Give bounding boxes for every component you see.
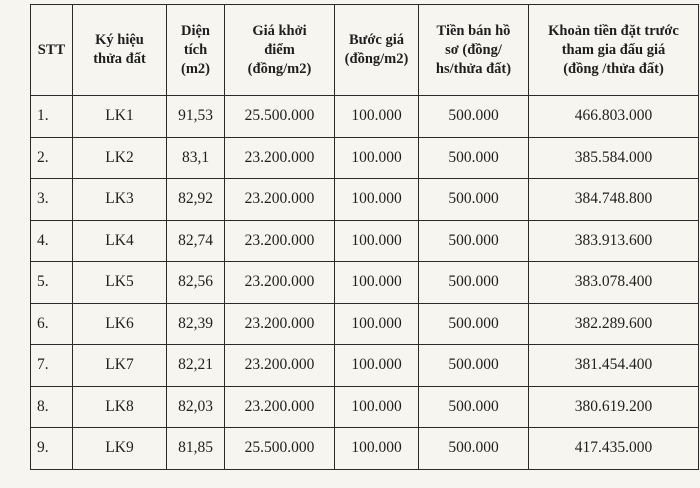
header-dossier-fee — [419, 5, 529, 96]
cell-area: 82,21 — [167, 345, 225, 387]
cell-starting-price: 25.500.000 — [225, 428, 335, 470]
cell-deposit: 381.454.400 — [529, 345, 699, 387]
cell-deposit: 382.289.600 — [529, 303, 699, 345]
header-line: Tiền bán hồ — [436, 22, 511, 39]
cell-starting-price: 23.200.000 — [225, 220, 335, 262]
cell-stt: 2. — [31, 137, 73, 179]
cell-dossier-fee: 500.000 — [419, 386, 529, 428]
header-line: tham gia đấu giá — [561, 41, 666, 58]
cell-dossier-fee: 500.000 — [419, 220, 529, 262]
cell-area: 83,1 — [167, 137, 225, 179]
cell-dossier-fee: 500.000 — [419, 262, 529, 304]
cell-starting-price: 23.200.000 — [225, 345, 335, 387]
cell-starting-price: 23.200.000 — [225, 303, 335, 345]
cell-area: 82,92 — [167, 179, 225, 221]
header-stt — [31, 5, 73, 96]
header-plot-code — [73, 5, 167, 96]
cell-price-step: 100.000 — [335, 137, 419, 179]
header-deposit — [529, 5, 699, 96]
cell-price-step: 100.000 — [335, 96, 419, 138]
cell-deposit: 383.078.400 — [529, 262, 699, 304]
header-row — [31, 5, 699, 96]
land-auction-table — [30, 4, 699, 470]
cell-price-step: 100.000 — [335, 262, 419, 304]
cell-area: 82,39 — [167, 303, 225, 345]
cell-dossier-fee: 500.000 — [419, 96, 529, 138]
cell-stt: 9. — [31, 428, 73, 470]
cell-deposit: 384.748.800 — [529, 179, 699, 221]
cell-stt: 5. — [31, 262, 73, 304]
cell-plot-code: LK7 — [73, 345, 167, 387]
cell-deposit: 417.435.000 — [529, 428, 699, 470]
header-line: (đồng /thửa đất) — [563, 60, 664, 77]
table-row — [31, 220, 699, 262]
cell-stt: 6. — [31, 303, 73, 345]
cell-stt: 7. — [31, 345, 73, 387]
table-row — [31, 137, 699, 179]
cell-dossier-fee: 500.000 — [419, 137, 529, 179]
cell-deposit: 383.913.600 — [529, 220, 699, 262]
header-line: Ký hiệu — [95, 32, 144, 48]
cell-area: 82,03 — [167, 386, 225, 428]
header-line: Khoản tiền đặt trước — [548, 22, 679, 39]
cell-plot-code: LK9 — [73, 428, 167, 470]
header-starting-price — [225, 5, 335, 96]
header-price-step — [335, 5, 419, 96]
cell-area: 82,56 — [167, 262, 225, 304]
table-row — [31, 345, 699, 387]
cell-price-step: 100.000 — [335, 179, 419, 221]
cell-starting-price: 23.200.000 — [225, 179, 335, 221]
cell-area: 82,74 — [167, 220, 225, 262]
cell-dossier-fee: 500.000 — [419, 345, 529, 387]
header-line: sơ (đồng/ — [445, 41, 502, 58]
header-line: (m2) — [181, 60, 210, 77]
header-line: STT — [37, 41, 66, 58]
cell-price-step: 100.000 — [335, 345, 419, 387]
header-line: hs/thửa đất) — [435, 60, 512, 77]
cell-starting-price: 23.200.000 — [225, 137, 335, 179]
table-row — [31, 428, 699, 470]
cell-plot-code: LK1 — [73, 96, 167, 138]
cell-plot-code: LK8 — [73, 386, 167, 428]
table-row — [31, 179, 699, 221]
cell-area: 81,85 — [167, 428, 225, 470]
cell-deposit: 466.803.000 — [529, 96, 699, 138]
header-line: Diện — [181, 22, 210, 39]
cell-dossier-fee: 500.000 — [419, 428, 529, 470]
table-row — [31, 262, 699, 304]
header-line: thửa đất — [93, 51, 146, 67]
cell-stt: 3. — [31, 179, 73, 221]
cell-stt: 8. — [31, 386, 73, 428]
header-line: Bước giá — [349, 32, 404, 48]
table-row — [31, 303, 699, 345]
header-line: điểm — [264, 41, 295, 58]
cell-plot-code: LK2 — [73, 137, 167, 179]
cell-stt: 1. — [31, 96, 73, 138]
cell-starting-price: 23.200.000 — [225, 386, 335, 428]
cell-plot-code: LK3 — [73, 179, 167, 221]
header-line: Giá khởi — [252, 22, 307, 39]
header-line: tích — [183, 41, 208, 58]
cell-deposit: 380.619.200 — [529, 386, 699, 428]
header-line: (đồng/m2) — [344, 51, 409, 67]
cell-price-step: 100.000 — [335, 428, 419, 470]
cell-dossier-fee: 500.000 — [419, 179, 529, 221]
cell-price-step: 100.000 — [335, 220, 419, 262]
header-area — [167, 5, 225, 96]
cell-deposit: 385.584.000 — [529, 137, 699, 179]
table-row — [31, 386, 699, 428]
cell-starting-price: 23.200.000 — [225, 262, 335, 304]
cell-starting-price: 25.500.000 — [225, 96, 335, 138]
table-row — [31, 96, 699, 138]
cell-price-step: 100.000 — [335, 386, 419, 428]
cell-plot-code: LK4 — [73, 220, 167, 262]
cell-plot-code: LK6 — [73, 303, 167, 345]
cell-price-step: 100.000 — [335, 303, 419, 345]
header-line: (đồng/m2) — [247, 60, 312, 77]
cell-area: 91,53 — [167, 96, 225, 138]
cell-plot-code: LK5 — [73, 262, 167, 304]
cell-dossier-fee: 500.000 — [419, 303, 529, 345]
cell-stt: 4. — [31, 220, 73, 262]
